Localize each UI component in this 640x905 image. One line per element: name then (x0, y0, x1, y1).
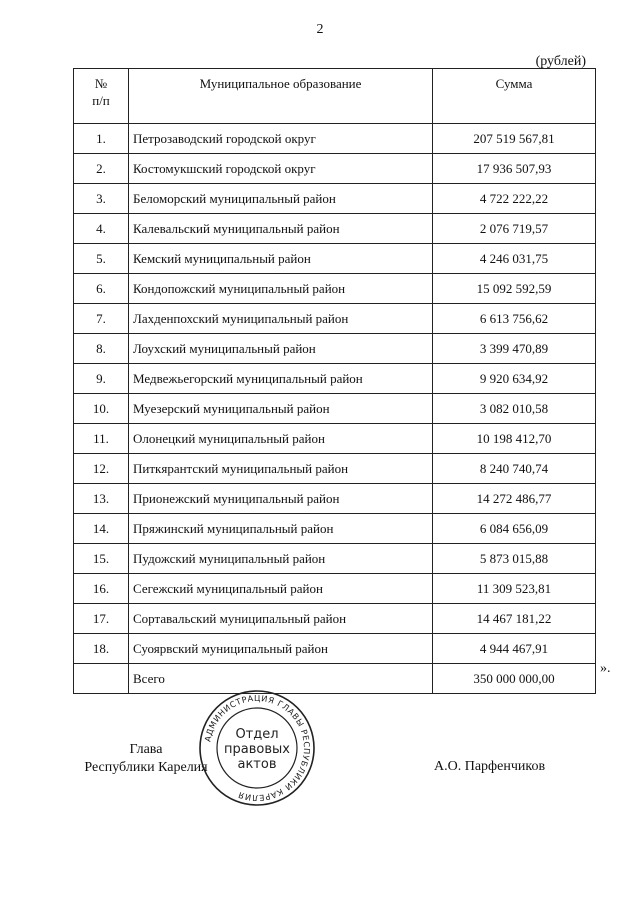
table-row (74, 274, 596, 304)
row-number-cell: 11. (74, 424, 129, 454)
row-name-cell: Лахденпохский муниципальный район (129, 304, 433, 334)
row-sum-cell: 2 076 719,57 (433, 214, 596, 244)
row-sum-cell: 9 920 634,92 (433, 364, 596, 394)
stamp-ring-text: АДМИНИСТРАЦИЯ ГЛАВЫ РЕСПУБЛИКИ КАРЕЛИЯ (202, 692, 313, 804)
signature-title-line2: Республики Карелия (84, 760, 208, 775)
row-sum-cell: 14 467 181,22 (433, 604, 596, 634)
table-row (74, 514, 596, 544)
closing-quote: ». (600, 661, 611, 676)
row-sum-cell: 14 272 486,77 (433, 484, 596, 514)
row-name-cell: Суоярвский муниципальный район (129, 634, 433, 664)
total-label-cell: Всего (129, 664, 433, 694)
row-number-cell: 17. (74, 604, 129, 634)
row-sum-cell: 17 936 507,93 (433, 154, 596, 184)
row-number-cell: 12. (74, 454, 129, 484)
row-name-cell: Лоухский муниципальный район (129, 334, 433, 364)
row-number-cell: 9. (74, 364, 129, 394)
table-total-row (74, 664, 596, 694)
table-row (74, 604, 596, 634)
distribution-table (73, 68, 596, 694)
table-row (74, 484, 596, 514)
row-sum-cell: 11 309 523,81 (433, 574, 596, 604)
row-number-cell: 6. (74, 274, 129, 304)
row-name-cell: Питкярантский муниципальный район (129, 454, 433, 484)
row-number-cell: 16. (74, 574, 129, 604)
row-name-cell: Кемский муниципальный район (129, 244, 433, 274)
stamp-seal (197, 688, 317, 808)
signature-title (80, 741, 212, 777)
total-empty-cell (74, 664, 129, 694)
row-name-cell: Пряжинский муниципальный район (129, 514, 433, 544)
row-sum-cell: 4 722 222,22 (433, 184, 596, 214)
row-name-cell: Сегежский муниципальный район (129, 574, 433, 604)
row-number-cell: 5. (74, 244, 129, 274)
row-name-cell: Петрозаводский городской округ (129, 124, 433, 154)
row-sum-cell: 10 198 412,70 (433, 424, 596, 454)
table-row (74, 184, 596, 214)
table-header-row (74, 69, 596, 124)
row-name-cell: Костомукшский городской округ (129, 154, 433, 184)
row-name-cell: Олонецкий муниципальный район (129, 424, 433, 454)
row-name-cell: Муезерский муниципальный район (129, 394, 433, 424)
row-sum-cell: 6 613 756,62 (433, 304, 596, 334)
signature-title-line1: Глава (129, 742, 163, 757)
row-number-cell: 14. (74, 514, 129, 544)
stamp-line1: Отдел (235, 727, 279, 742)
row-sum-cell: 4 944 467,91 (433, 634, 596, 664)
row-number-cell: 13. (74, 484, 129, 514)
table-row (74, 124, 596, 154)
table-row (74, 574, 596, 604)
row-number-cell: 10. (74, 394, 129, 424)
page-number: 2 (316, 22, 324, 37)
row-sum-cell: 3 082 010,58 (433, 394, 596, 424)
table-row (74, 244, 596, 274)
table-row (74, 364, 596, 394)
table-row (74, 304, 596, 334)
header-name: Муниципальное образование (129, 69, 433, 124)
table-row (74, 424, 596, 454)
table-row (74, 544, 596, 574)
signature-name: А.О. Парфенчиков (434, 759, 546, 774)
row-number-cell: 18. (74, 634, 129, 664)
header-sum: Сумма (433, 69, 596, 124)
row-number-cell: 15. (74, 544, 129, 574)
row-number-cell: 3. (74, 184, 129, 214)
row-number-cell: 2. (74, 154, 129, 184)
row-name-cell: Медвежьегорский муниципальный район (129, 364, 433, 394)
row-name-cell: Пудожский муниципальный район (129, 544, 433, 574)
table-row (74, 154, 596, 184)
row-name-cell: Кондопожский муниципальный район (129, 274, 433, 304)
row-name-cell: Беломорский муниципальный район (129, 184, 433, 214)
row-sum-cell: 3 399 470,89 (433, 334, 596, 364)
row-sum-cell: 15 092 592,59 (433, 274, 596, 304)
row-sum-cell: 207 519 567,81 (433, 124, 596, 154)
row-name-cell: Калевальский муниципальный район (129, 214, 433, 244)
table-row (74, 634, 596, 664)
table-row (74, 334, 596, 364)
row-sum-cell: 6 084 656,09 (433, 514, 596, 544)
table-body (74, 124, 596, 694)
stamp-line3: актов (237, 757, 277, 772)
stamp-line2: правовых (224, 742, 290, 757)
header-num: № п/п (74, 69, 129, 124)
row-sum-cell: 8 240 740,74 (433, 454, 596, 484)
row-sum-cell: 5 873 015,88 (433, 544, 596, 574)
row-number-cell: 7. (74, 304, 129, 334)
unit-note: (рублей) (535, 54, 586, 69)
table-row (74, 214, 596, 244)
row-number-cell: 4. (74, 214, 129, 244)
table-row (74, 454, 596, 484)
row-name-cell: Прионежский муниципальный район (129, 484, 433, 514)
row-number-cell: 8. (74, 334, 129, 364)
table-row (74, 394, 596, 424)
row-sum-cell: 4 246 031,75 (433, 244, 596, 274)
total-sum-cell: 350 000 000,00 (433, 664, 596, 694)
row-name-cell: Сортавальский муниципальный район (129, 604, 433, 634)
row-number-cell: 1. (74, 124, 129, 154)
